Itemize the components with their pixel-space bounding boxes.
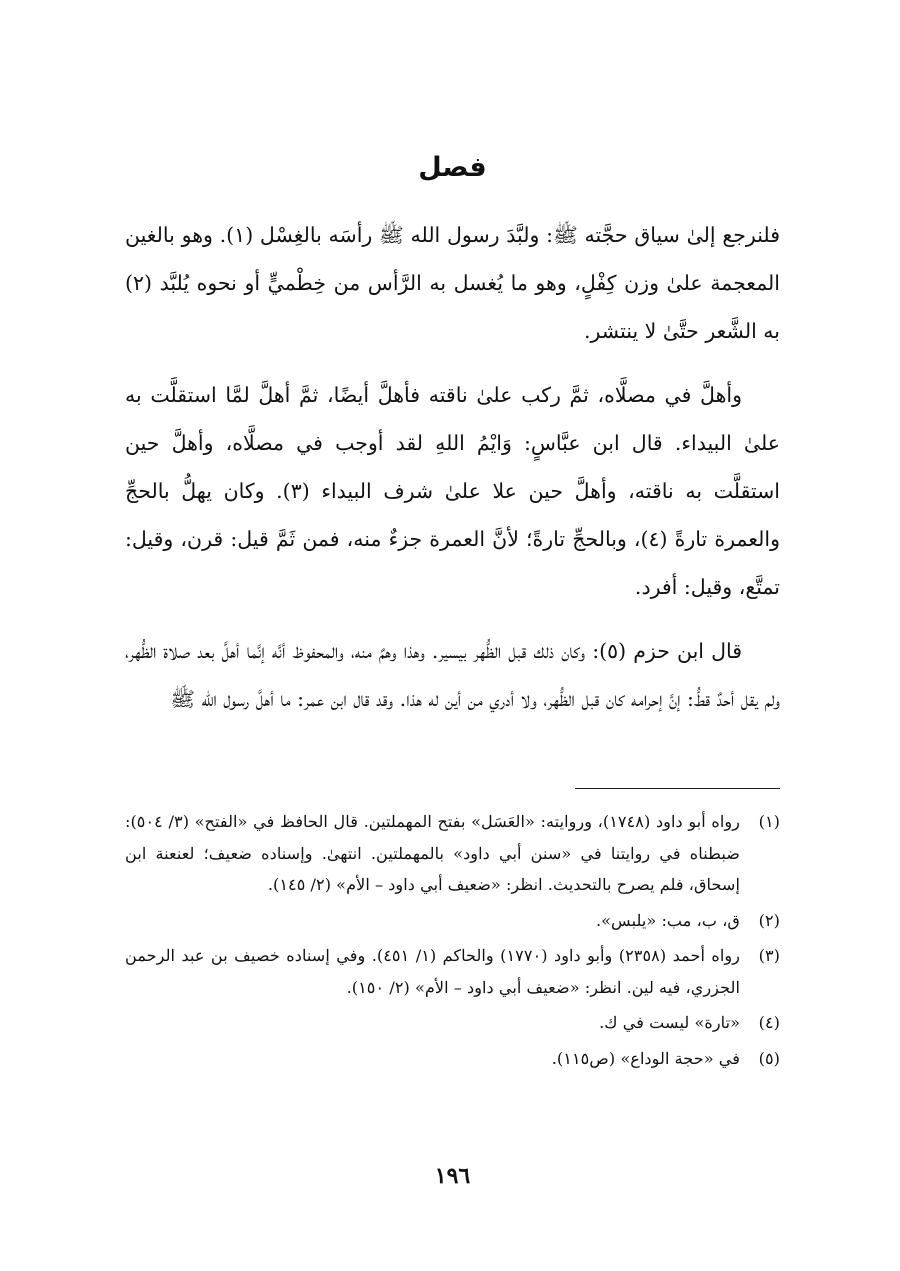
footnote-1 bbox=[125, 806, 780, 901]
footnote-number: (١) bbox=[758, 812, 780, 831]
footnote-text: ق، ب، مب: «يلبس». bbox=[595, 910, 740, 930]
section-title: فصل bbox=[418, 152, 487, 183]
footnotes-list bbox=[125, 806, 780, 1078]
footnote-number: (٥) bbox=[758, 1048, 780, 1068]
page-number: ١٩٦ bbox=[434, 1163, 471, 1189]
footnote-number: (٣) bbox=[758, 946, 780, 965]
main-text bbox=[125, 211, 780, 723]
book-page bbox=[125, 0, 780, 1271]
footnote-2 bbox=[125, 905, 780, 937]
paragraph-2: وأهلَّ في مصلَّاه، ثمَّ ركب علىٰ ناقته فأهلَّ أيضًا، ثمَّ أهلَّ لمَّا استقلَّت به علىٰ البيداء. قال ابن عبَّاسٍ: وَايْمُ اللهِ لقد أوجب في مصلَّاه، وأهلَّ حين استقلَّت به ناقته، وأهلَّ حين علا علىٰ شرف البيداء (٣). وكان يهلُّ بالحجِّ والعمرة تارةً (٤)، وبالحجِّ تارةً؛ لأنَّ العمرة جزءٌ منه، فمن ثَمَّ قيل: قرن، وقيل: تمتَّع، وقيل: أفرد. bbox=[125, 383, 780, 599]
footnote-text: رواه أبو داود (١٧٤٨)، وروايته: «العَسَل» بفتح المهملتين. قال الحافظ في «الفتح» (٣/ ٥٠٤): ضبطناه في روايتنا في «سنن أبي داود» بالمهملتين. انتهىٰ. وإسناده ضعيف؛ لعنعنة ابن إسحاق، فلم يصرح بالتحديث. انظر: «ضعيف أبي داود – الأم» (٢/ ١٤٥). bbox=[125, 812, 740, 894]
paragraph-1: فلنرجع إلىٰ سياق حجَّته ﷺ: ولبَّدَ رسول الله ﷺ رأسَه بالغِسْل (١). وهو بالغين المعجمة علىٰ وزن كِفْلٍ، وهو ما يُغسل به الرَّأس من خِطْميٍّ أو نحوه يُلبَّد (٢) به الشَّعر حتَّىٰ لا ينتشر. bbox=[125, 223, 780, 343]
paragraph-3: قال ابن حزم (٥): وكان ذلك قبل الظُّهر بيسير. وهذا وهمٌ منه، والمحفوظ أنَّه إنَّما أهلَّ بعد صلاة الظُّهر، ولم يقل أحدٌ قطُّ: إنَّ إحرامه كان قبل الظُّهر، ولا أدري من أين له هذا. وقد قال ابن عمر: ما أهلَّ رسول الله ﷺ bbox=[125, 639, 780, 711]
footnote-3 bbox=[125, 940, 780, 1003]
footnote-text: في «حجة الوداع» (ص١١٥). bbox=[551, 1048, 740, 1068]
footnote-separator bbox=[575, 788, 780, 789]
footnote-5 bbox=[125, 1043, 780, 1075]
footnote-text: رواه أحمد (٢٣٥٨) وأبو داود (١٧٧٠) والحاكم (١/ ٤٥١). وفي إسناده خصيف بن عبد الرحمن الجزري، فيه لين. انظر: «ضعيف أبي داود – الأم» (٢/ ١٥٠). bbox=[125, 946, 740, 997]
footnote-number: (٢) bbox=[758, 910, 780, 930]
footnote-number: (٤) bbox=[758, 1013, 780, 1032]
footnote-4 bbox=[125, 1007, 780, 1039]
footnote-text: «تارة» ليست في ك. bbox=[599, 1013, 740, 1032]
